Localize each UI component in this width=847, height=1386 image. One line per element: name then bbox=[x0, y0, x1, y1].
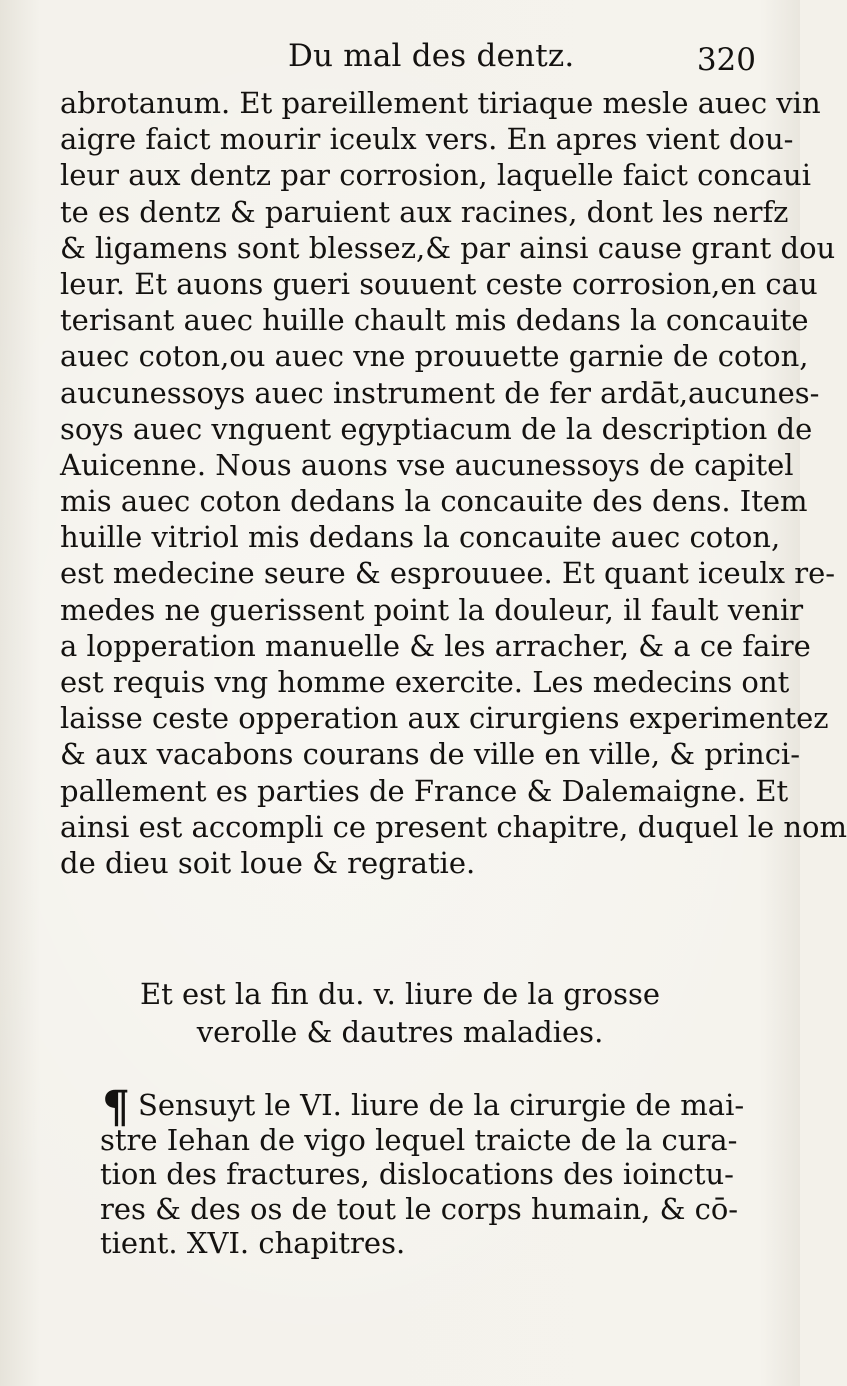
text-line: terisant auec huille chault mis dedans la concauite bbox=[60, 303, 809, 338]
text-line: mis auec coton dedans la concauite des dens. Item bbox=[60, 484, 808, 519]
text-line: leur aux dentz par corrosion, laquelle faict concaui bbox=[60, 158, 812, 193]
incipit-line: res & des os de tout le corps humain, & cō- bbox=[100, 1191, 739, 1226]
page-header bbox=[0, 28, 800, 78]
book-colophon bbox=[0, 975, 800, 1051]
text-line: Auicenne. Nous auons vse aucunessoys de capitel bbox=[60, 447, 794, 482]
text-line: laisse ceste opperation aux cirurgiens experimentez bbox=[60, 701, 829, 736]
page-number: 320 bbox=[696, 42, 756, 78]
text-line: auec coton,ou auec vne prouuette garnie de coton, bbox=[60, 339, 809, 374]
text-line: medes ne guerissent point la douleur, il fault venir bbox=[60, 592, 804, 627]
incipit-line: tient. XVI. chapitres. bbox=[100, 1226, 406, 1261]
text-line: aigre faict mourir iceulx vers. En apres vient dou- bbox=[60, 122, 794, 157]
text-line: soys auec vnguent egyptiacum de la description de bbox=[60, 411, 813, 446]
text-line: a lopperation manuelle & les arracher, & a ce faire bbox=[60, 628, 811, 663]
incipit-line: Sensuyt le VI. liure de la cirurgie de mai- bbox=[138, 1088, 745, 1122]
incipit-line: tion des fractures, dislocations des ioinctu- bbox=[100, 1157, 734, 1192]
next-book-incipit bbox=[100, 1082, 745, 1261]
text-line: huille vitriol mis dedans la concauite auec coton, bbox=[60, 520, 781, 555]
text-line: aucunessoys auec instrument de fer ardāt,aucunes- bbox=[60, 375, 820, 410]
text-line: pallement es parties de France & Dalemaigne. Et bbox=[60, 773, 789, 808]
running-head: Du mal des dentz. bbox=[288, 38, 575, 74]
text-line: leur. Et auons gueri souuent ceste corrosion,en cau bbox=[60, 266, 818, 301]
text-line: de dieu soit loue & regratie. bbox=[60, 845, 476, 880]
colophon-line: Et est la fin du. v. liure de la grosse bbox=[139, 977, 661, 1011]
incipit-line: stre Iehan de vigo lequel traicte de la cura- bbox=[100, 1122, 738, 1157]
text-line: & ligamens sont blessez,& par ainsi cause grant dou bbox=[60, 230, 836, 265]
text-line: ainsi est accompli ce present chapitre, duquel le nom bbox=[60, 809, 847, 844]
text-line: est requis vng homme exercite. Les medecins ont bbox=[60, 665, 790, 699]
colophon-line: verolle & dautres maladies. bbox=[196, 1015, 604, 1049]
text-line: est medecine seure & esprouuee. Et quant iceulx re- bbox=[60, 556, 836, 591]
text-line: abrotanum. Et pareillement tiriaque mesle auec vin bbox=[60, 86, 821, 120]
text-line: te es dentz & paruient aux racines, dont les nerfz bbox=[60, 194, 789, 229]
chapter-body-text bbox=[60, 85, 847, 881]
text-line: & aux vacabons courans de ville en ville, & princi- bbox=[60, 737, 801, 772]
pilcrow-mark: ¶ bbox=[102, 1082, 130, 1133]
